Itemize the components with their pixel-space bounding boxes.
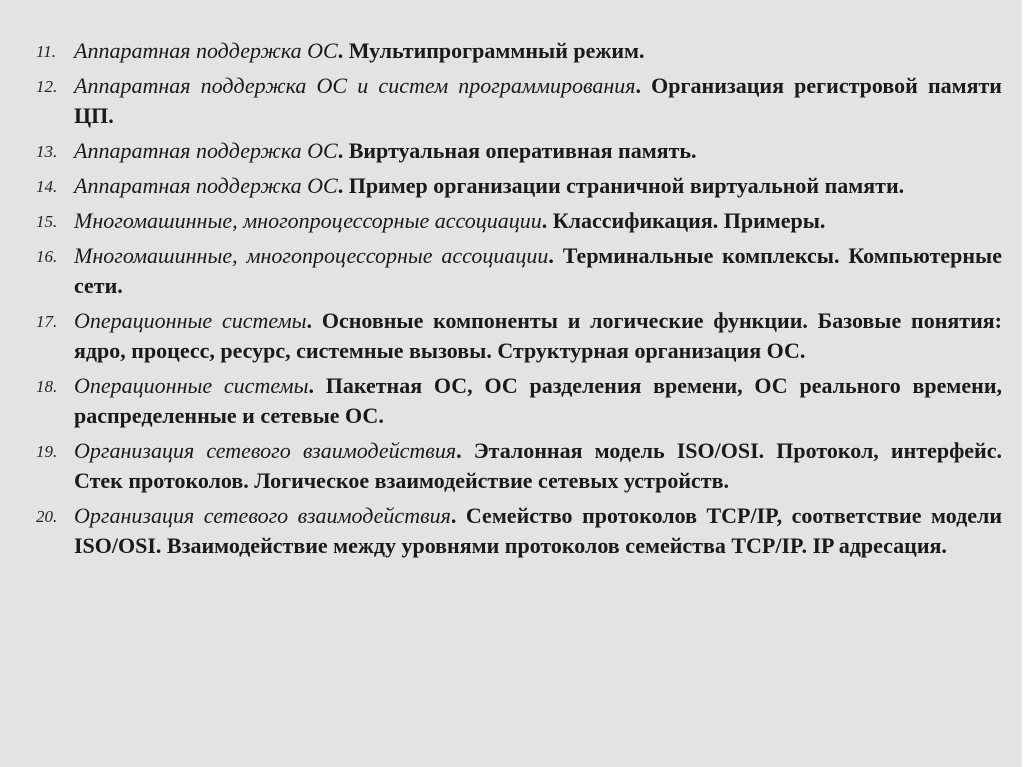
- item-description: . Мультипрограммный режим.: [337, 38, 645, 63]
- item-description: . Виртуальная оперативная память.: [337, 138, 697, 163]
- list-item: [36, 71, 1002, 131]
- list-item: [36, 171, 1002, 201]
- item-number: 12.: [36, 77, 58, 96]
- item-number: 14.: [36, 177, 58, 196]
- item-description: . Пример организации страничной виртуальной памяти.: [337, 173, 905, 198]
- item-number: 18.: [36, 377, 58, 396]
- item-topic: Аппаратная поддержка ОС и систем программирования: [74, 73, 636, 98]
- item-topic: Аппаратная поддержка ОС: [74, 38, 338, 63]
- item-description: . Классификация. Примеры.: [541, 208, 826, 233]
- list-item: [36, 136, 1002, 166]
- list-item: [36, 206, 1002, 236]
- item-description: . Эталонная модель ISO/OSI. Протокол, интерфейс. Стек протоколов. Логическое взаимодействие сетевых устройств.: [74, 438, 1002, 493]
- item-number: 15.: [36, 212, 58, 231]
- list-item: [36, 306, 1002, 366]
- list-item: [36, 501, 1002, 561]
- item-number: 16.: [36, 247, 58, 266]
- list-item: [36, 36, 1002, 66]
- item-topic: Операционные системы: [74, 373, 309, 398]
- item-topic: Многомашинные, многопроцессорные ассоциации: [74, 208, 542, 233]
- item-description: . Семейство протоколов TCP/IP, соответствие модели ISO/OSI. Взаимодействие между уровнями протоколов семейства TCP/IP. IP адресация.: [74, 503, 1002, 558]
- list-item: [36, 436, 1002, 496]
- item-topic: Многомашинные, многопроцессорные ассоциации: [74, 243, 549, 268]
- item-number: 20.: [36, 507, 58, 526]
- list-item: [36, 371, 1002, 431]
- item-description: . Пакетная ОС, ОС разделения времени, ОС реального времени, распределенные и сетевые ОС.: [74, 373, 1002, 428]
- item-topic: Операционные системы: [74, 308, 307, 333]
- item-number: 17.: [36, 312, 58, 331]
- item-description: . Организация регистровой памяти ЦП.: [74, 73, 1002, 128]
- item-number: 11.: [36, 42, 56, 61]
- item-topic: Аппаратная поддержка ОС: [74, 138, 338, 163]
- item-topic: Организация сетевого взаимодействия: [74, 438, 457, 463]
- item-topic: Организация сетевого взаимодействия: [74, 503, 451, 528]
- list-item: [36, 241, 1002, 301]
- item-topic: Аппаратная поддержка ОС: [74, 173, 338, 198]
- item-description: . Терминальные комплексы. Компьютерные сети.: [74, 243, 1002, 298]
- item-number: 19.: [36, 442, 58, 461]
- topic-list: [36, 36, 1002, 566]
- item-description: . Основные компоненты и логические функции. Базовые понятия: ядро, процесс, ресурс, системные вызовы. Структурная организация ОС.: [74, 308, 1002, 363]
- item-number: 13.: [36, 142, 58, 161]
